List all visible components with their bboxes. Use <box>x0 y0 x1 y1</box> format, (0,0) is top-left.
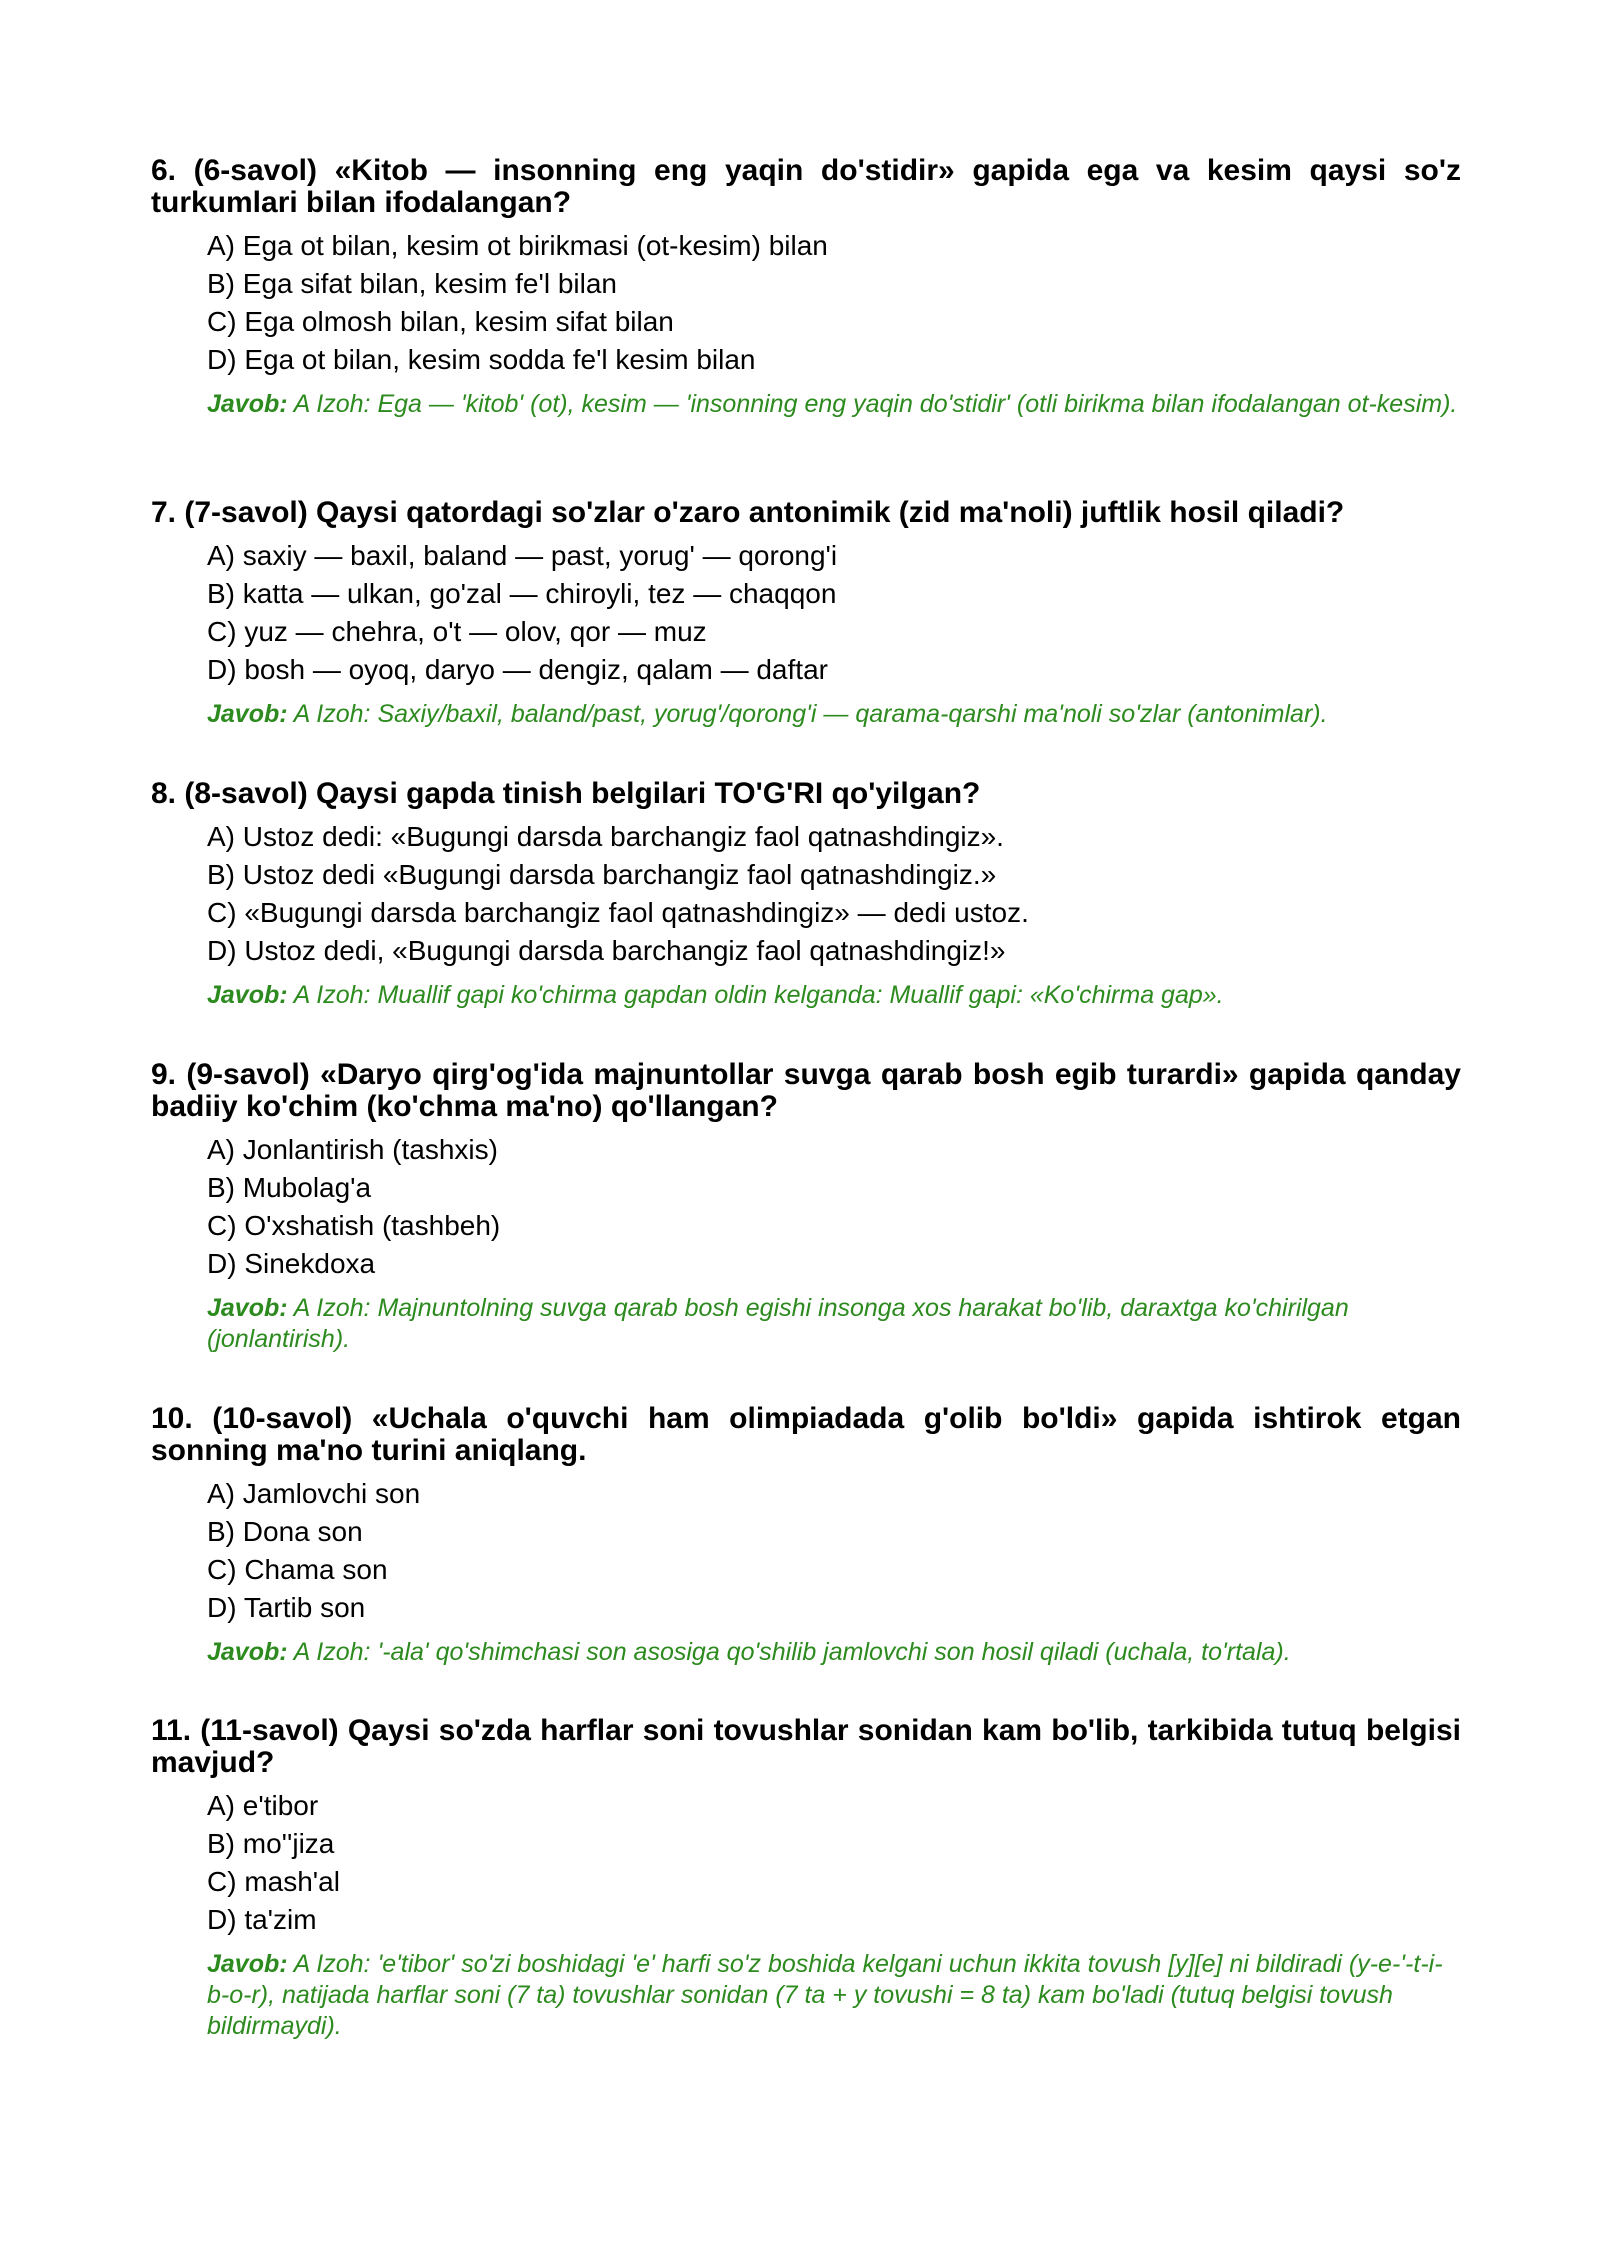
question-title: 9. (9-savol) «Daryo qirg'og'ida majnuntollar suvga qarab bosh egib turardi» gapida qanday badiiy ko'chim (ko'chma ma'no) qo'llangan? <box>151 1058 1461 1123</box>
question-10 <box>151 1403 1461 1668</box>
question-title: 10. (10-savol) «Uchala o'quvchi ham olimpiadada g'olib bo'ldi» gapida ishtirok etgan sonning ma'no turini aniqlang. <box>151 1402 1461 1467</box>
answer-text: A Izoh: Saxiy/baxil, baland/past, yorug'/qorong'i — qarama-qarshi ma'noli so'zlar (antonimlar). <box>287 700 1328 728</box>
option-a: A) e'tibor <box>207 1790 319 1821</box>
option-d: D) Tartib son <box>207 1592 366 1623</box>
option-a: A) Jamlovchi son <box>207 1478 421 1509</box>
option-d: D) bosh — oyoq, daryo — dengiz, qalam — daftar <box>207 654 828 685</box>
option-c: C) mash'al <box>207 1866 340 1897</box>
question-title: 8. (8-savol) Qaysi gapda tinish belgilari TO'G'RI qo'yilgan? <box>151 777 981 810</box>
answer-label: Javob: <box>207 390 288 418</box>
answer-explanation <box>207 1293 1461 1355</box>
option-a: A) Jonlantirish (tashxis) <box>207 1134 498 1165</box>
option-a: A) saxiy — baxil, baland — past, yorug' — qorong'i <box>207 540 838 571</box>
answer-label: Javob: <box>207 1950 288 1978</box>
option-b: B) mo''jiza <box>207 1828 335 1859</box>
answer-explanation <box>207 980 1461 1011</box>
option-b: B) Dona son <box>207 1516 363 1547</box>
question-title: 6. (6-savol) «Kitob — insonning eng yaqin do'stidir» gapida ega va kesim qaysi so'z turkumlari bilan ifodalangan? <box>151 154 1461 219</box>
answer-label: Javob: <box>207 981 288 1009</box>
option-d: D) Sinekdoxa <box>207 1248 376 1279</box>
option-c: C) O'xshatish (tashbeh) <box>207 1210 501 1241</box>
answer-explanation <box>207 699 1461 730</box>
question-6 <box>151 155 1461 420</box>
option-d: D) Ega ot bilan, kesim sodda fe'l kesim bilan <box>207 344 756 375</box>
option-a: A) Ustoz dedi: «Bugungi darsda barchangiz faol qatnashdingiz». <box>207 821 1004 852</box>
option-c: C) yuz — chehra, o't — olov, qor — muz <box>207 616 707 647</box>
question-9 <box>151 1059 1461 1355</box>
question-7 <box>151 497 1461 730</box>
option-b: B) katta — ulkan, go'zal — chiroyli, tez — chaqqon <box>207 578 837 609</box>
answer-explanation <box>207 1637 1461 1668</box>
option-d: D) Ustoz dedi, «Bugungi darsda barchangiz faol qatnashdingiz!» <box>207 935 1006 966</box>
options-list <box>207 537 1461 689</box>
question-11 <box>151 1715 1461 2042</box>
question-title: 7. (7-savol) Qaysi qatordagi so'zlar o'zaro antonimik (zid ma'noli) juftlik hosil qiladi? <box>151 496 1345 529</box>
answer-text: A Izoh: 'e'tibor' so'zi boshidagi 'e' harfi so'z boshida kelgani uchun ikkita tovush [y][e] ni bildiradi (y-e-'-t-i-b-o-r), natijada harflar soni (7 ta) tovushlar sonidan (7 ta + y tovushi = 8 ta) kam bo'ladi (tutuq belgisi tovush bildirmaydi). <box>207 1950 1443 2040</box>
answer-text: A Izoh: Ega — 'kitob' (ot), kesim — 'insonning eng yaqin do'stidir' (otli birikma bilan ifodalangan ot-kesim). <box>287 390 1458 418</box>
question-title: 11. (11-savol) Qaysi so'zda harflar soni tovushlar sonidan kam bo'lib, tarkibida tutuq belgisi mavjud? <box>151 1714 1461 1779</box>
option-a: A) Ega ot bilan, kesim ot birikmasi (ot-kesim) bilan <box>207 230 828 261</box>
option-d: D) ta'zim <box>207 1904 317 1935</box>
answer-explanation <box>207 1949 1461 2042</box>
options-list <box>207 1131 1461 1283</box>
answer-label: Javob: <box>207 1294 288 1322</box>
answer-label: Javob: <box>207 700 288 728</box>
options-list <box>207 818 1461 970</box>
option-c: C) Ega olmosh bilan, kesim sifat bilan <box>207 306 674 337</box>
answer-text: A Izoh: Majnuntolning suvga qarab bosh egishi insonga xos harakat bo'lib, daraxtga ko'chirilgan (jonlantirish). <box>207 1294 1349 1353</box>
answer-text: A Izoh: '-ala' qo'shimchasi son asosiga qo'shilib jamlovchi son hosil qiladi (uchala, to'rtala). <box>287 1638 1291 1666</box>
options-list <box>207 1475 1461 1627</box>
option-c: C) «Bugungi darsda barchangiz faol qatnashdingiz» — dedi ustoz. <box>207 897 1029 928</box>
answer-text: A Izoh: Muallif gapi ko'chirma gapdan oldin kelganda: Muallif gapi: «Ko'chirma gap». <box>287 981 1224 1009</box>
option-b: B) Ustoz dedi «Bugungi darsda barchangiz faol qatnashdingiz.» <box>207 859 997 890</box>
answer-explanation <box>207 389 1461 420</box>
question-8 <box>151 778 1461 1011</box>
option-b: B) Ega sifat bilan, kesim fe'l bilan <box>207 268 617 299</box>
option-b: B) Mubolag'a <box>207 1172 372 1203</box>
options-list <box>207 1787 1461 1939</box>
option-c: C) Chama son <box>207 1554 388 1585</box>
answer-label: Javob: <box>207 1638 288 1666</box>
options-list <box>207 227 1461 379</box>
